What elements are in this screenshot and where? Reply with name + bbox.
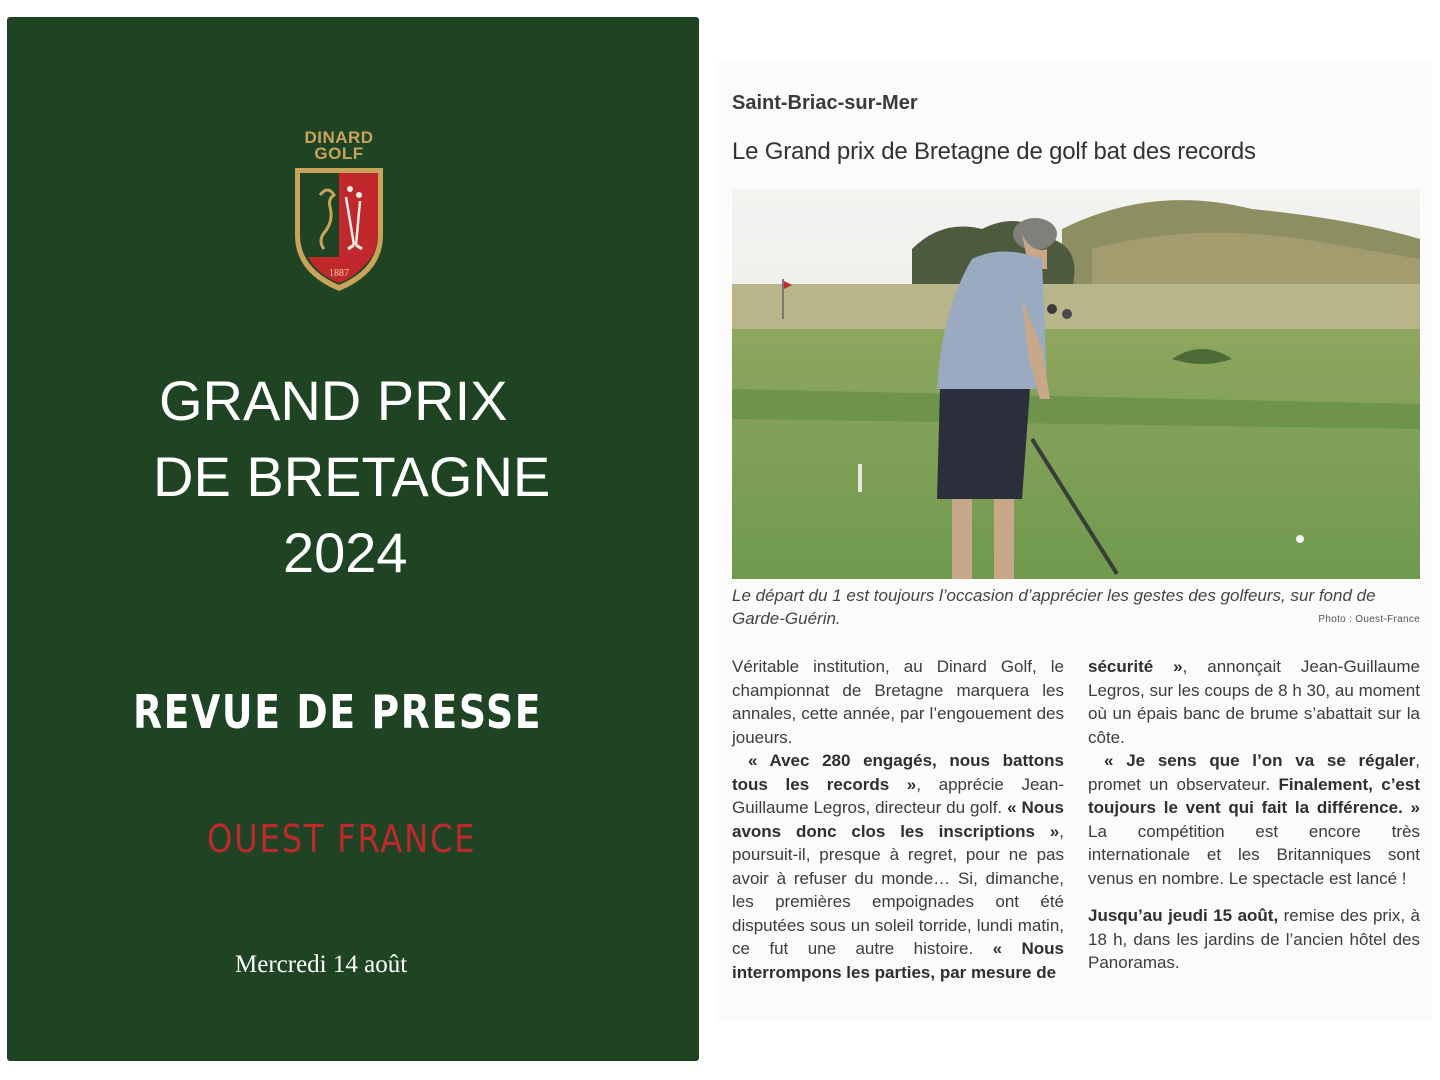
col1-text-1: , apprécie Jean-Guillaume Legros, directeur du golf. — [732, 774, 1065, 817]
col2-text-1: , annonçait Jean-Guillaume Legros, sur les coups de 8 h 30, au moment où un épais banc de brume s’abattait sur la côte. — [1088, 657, 1420, 747]
clipping-city: Saint-Briac-sur-Mer — [732, 92, 918, 114]
title-line-1: GRAND PRIX — [159, 369, 508, 432]
logo-year: 1887 — [329, 268, 349, 279]
title-line-2: DE BRETAGNE — [153, 445, 551, 508]
event-end-date: Jusqu’au jeudi 15 août, — [1088, 906, 1279, 925]
col2-text-3: La compétition est encore très internationale et les Britanniques sont venus en nombre. Le spectacle est lancé ! — [1088, 821, 1420, 888]
col2-text-2: , promet un observateur. — [1088, 751, 1420, 794]
newspaper-name: OUEST FRANCE — [207, 817, 477, 861]
photo-caption: Le départ du 1 est toujours l’occasion d’apprécier les gestes des golfeurs, sur fond de Garde-Guérin. — [732, 586, 1376, 628]
col1-paragraph-2 — [732, 749, 1064, 984]
logo-line2: GOLF — [314, 144, 364, 163]
cover-panel — [7, 17, 699, 1061]
col2-paragraph-3 — [1088, 904, 1420, 975]
col1-text-2: , poursuit-il, presque à regret, pour ne pas avoir à refuser du monde… Si, dimanche, les premières empoignades ont été disputées sous un soleil torride, lundi matin, ce fut une autre histoire. — [732, 821, 1064, 958]
quote-records: « Avec 280 engagés, nous battons tous les records » — [732, 751, 1064, 794]
col2-text-4: remise des prix, à 18 h, dans les jardins de l’ancien hôtel des Panoramas. — [1088, 906, 1420, 972]
logo-line1: DINARD — [304, 128, 374, 147]
golfer-photo — [732, 189, 1420, 579]
publication-date: Mercredi 14 août — [235, 951, 408, 978]
clipping-headline: Le Grand prix de Bretagne de golf bat des records — [732, 138, 1256, 165]
article-column-1 — [732, 655, 1064, 984]
quote-vent: Finalement, c’est toujours le vent qui fait la différence. » — [1088, 774, 1420, 817]
col1-paragraph-1: Véritable institution, au Dinard Golf, le championnat de Bretagne marquera les annales, cette année, par l’engouement des joueurs. — [732, 657, 1064, 747]
newspaper-clipping — [716, 62, 1432, 1022]
col2-paragraph-2 — [1088, 749, 1420, 890]
dinard-golf-logo — [290, 129, 388, 294]
quote-inscriptions: « Nous avons donc clos les inscriptions » — [732, 798, 1064, 841]
quote-security: sécurité » — [1088, 657, 1183, 676]
press-review-heading: REVUE DE PRESSE — [133, 685, 543, 739]
quote-regaler: « Je sens que l’on va se régaler — [1104, 751, 1416, 770]
quote-interrupt: « Nous interrompons les parties, par mesure de — [732, 939, 1064, 982]
title-line-3: 2024 — [283, 521, 408, 584]
col2-paragraph-1 — [1088, 655, 1420, 749]
photo-credit: Photo : Ouest-France — [1318, 614, 1420, 625]
golf-course-image — [732, 189, 1420, 579]
article-column-2 — [1088, 655, 1420, 975]
